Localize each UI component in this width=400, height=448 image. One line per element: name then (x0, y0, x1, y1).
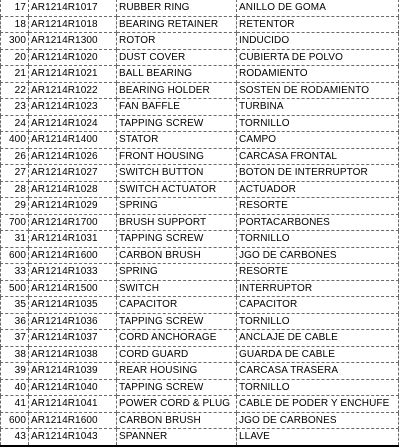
part-number-cell: AR1214R1020 (29, 49, 117, 66)
description-spanish-cell: CABLE DE PODER Y ENCHUFE (237, 396, 399, 413)
description-english-cell: SPRING (117, 198, 237, 215)
description-spanish-cell: CUBIERTA DE POLVO (237, 49, 399, 66)
description-spanish-cell: INTERRUPTOR (237, 280, 399, 297)
part-number-cell: AR1214R1024 (29, 115, 117, 132)
item-number-cell: 600 (1, 247, 29, 264)
item-number-cell: 38 (1, 346, 29, 363)
part-number-cell: AR1214R1040 (29, 379, 117, 396)
item-number-cell: 26 (1, 148, 29, 165)
table-row (1, 148, 399, 165)
item-number-cell: 29 (1, 198, 29, 215)
item-number-cell: 20 (1, 49, 29, 66)
table-row (1, 264, 399, 281)
part-number-cell: AR1214R1033 (29, 264, 117, 281)
part-number-cell: AR1214R1018 (29, 16, 117, 33)
description-english-cell: REAR HOUSING (117, 363, 237, 380)
description-spanish-cell: SOSTEN DE RODAMIENTO (237, 82, 399, 99)
description-english-cell: SWITCH ACTUATOR (117, 181, 237, 198)
description-spanish-cell: JGO DE CARBONES (237, 247, 399, 264)
description-spanish-cell: RESORTE (237, 264, 399, 281)
description-english-cell: STATOR (117, 132, 237, 149)
description-english-cell: BEARING HOLDER (117, 82, 237, 99)
part-number-cell: AR1214R1031 (29, 231, 117, 248)
part-number-cell: AR1214R1300 (29, 33, 117, 50)
item-number-cell: 24 (1, 115, 29, 132)
table-row (1, 330, 399, 347)
item-number-cell: 28 (1, 181, 29, 198)
item-number-cell: 500 (1, 280, 29, 297)
description-spanish-cell: CAPACITOR (237, 297, 399, 314)
table-row (1, 412, 399, 429)
part-number-cell: AR1214R1027 (29, 165, 117, 182)
table-row (1, 132, 399, 149)
table-row (1, 198, 399, 215)
part-number-cell: AR1214R1021 (29, 66, 117, 83)
part-number-cell: AR1214R1035 (29, 297, 117, 314)
item-number-cell: 21 (1, 66, 29, 83)
item-number-cell: 37 (1, 330, 29, 347)
description-english-cell: BALL BEARING (117, 66, 237, 83)
description-english-cell: SWITCH BUTTON (117, 165, 237, 182)
item-number-cell: 300 (1, 33, 29, 50)
table-row (1, 231, 399, 248)
description-spanish-cell: ANCLAJE DE CABLE (237, 330, 399, 347)
table-row (1, 396, 399, 413)
part-number-cell: AR1214R1600 (29, 247, 117, 264)
table-row (1, 0, 399, 16)
description-english-cell: TAPPING SCREW (117, 115, 237, 132)
description-spanish-cell: TURBINA (237, 99, 399, 116)
table-row (1, 82, 399, 99)
item-number-cell: 39 (1, 363, 29, 380)
part-number-cell: AR1214R1023 (29, 99, 117, 116)
part-number-cell: AR1214R1500 (29, 280, 117, 297)
item-number-cell: 17 (1, 0, 29, 16)
part-number-cell: AR1214R1028 (29, 181, 117, 198)
description-spanish-cell: ANILLO DE GOMA (237, 0, 399, 16)
part-number-cell: AR1214R1038 (29, 346, 117, 363)
description-spanish-cell: RESORTE (237, 198, 399, 215)
part-number-cell: AR1214R1037 (29, 330, 117, 347)
table-row (1, 181, 399, 198)
table-row (1, 247, 399, 264)
part-number-cell: AR1214R1039 (29, 363, 117, 380)
item-number-cell: 700 (1, 214, 29, 231)
description-spanish-cell: BOTON DE INTERRUPTOR (237, 165, 399, 182)
table-row (1, 379, 399, 396)
description-english-cell: SWITCH (117, 280, 237, 297)
table-row (1, 346, 399, 363)
description-english-cell: FAN BAFFLE (117, 99, 237, 116)
table-row (1, 297, 399, 314)
description-spanish-cell: CARCASA FRONTAL (237, 148, 399, 165)
description-english-cell: TAPPING SCREW (117, 313, 237, 330)
description-spanish-cell: PORTACARBONES (237, 214, 399, 231)
description-english-cell: RUBBER RING (117, 0, 237, 16)
parts-table-body (1, 0, 399, 446)
item-number-cell: 27 (1, 165, 29, 182)
description-english-cell: DUST COVER (117, 49, 237, 66)
part-number-cell: AR1214R1036 (29, 313, 117, 330)
description-spanish-cell: TORNILLO (237, 313, 399, 330)
description-spanish-cell: CAMPO (237, 132, 399, 149)
description-english-cell: CARBON BRUSH (117, 247, 237, 264)
description-english-cell: TAPPING SCREW (117, 231, 237, 248)
part-number-cell: AR1214R1029 (29, 198, 117, 215)
item-number-cell: 40 (1, 379, 29, 396)
table-row (1, 363, 399, 380)
description-spanish-cell: GUARDA DE CABLE (237, 346, 399, 363)
part-number-cell: AR1214R1400 (29, 132, 117, 149)
part-number-cell: AR1214R1022 (29, 82, 117, 99)
description-spanish-cell: TORNILLO (237, 115, 399, 132)
item-number-cell: 23 (1, 99, 29, 116)
description-english-cell: POWER CORD & PLUG (117, 396, 237, 413)
description-english-cell: SPRING (117, 264, 237, 281)
table-row (1, 214, 399, 231)
description-spanish-cell: TORNILLO (237, 379, 399, 396)
description-english-cell: SPANNER (117, 429, 237, 446)
description-spanish-cell: LLAVE (237, 429, 399, 446)
description-english-cell: FRONT HOUSING (117, 148, 237, 165)
table-row (1, 33, 399, 50)
description-english-cell: ROTOR (117, 33, 237, 50)
table-row (1, 313, 399, 330)
item-number-cell: 18 (1, 16, 29, 33)
description-spanish-cell: INDUCIDO (237, 33, 399, 50)
item-number-cell: 600 (1, 412, 29, 429)
item-number-cell: 22 (1, 82, 29, 99)
table-row (1, 99, 399, 116)
table-row (1, 115, 399, 132)
part-number-cell: AR1214R1026 (29, 148, 117, 165)
description-spanish-cell: CARCASA TRASERA (237, 363, 399, 380)
part-number-cell: AR1214R1700 (29, 214, 117, 231)
part-number-cell: AR1214R1600 (29, 412, 117, 429)
description-spanish-cell: ACTUADOR (237, 181, 399, 198)
item-number-cell: 43 (1, 429, 29, 446)
description-english-cell: TAPPING SCREW (117, 379, 237, 396)
description-spanish-cell: JGO DE CARBONES (237, 412, 399, 429)
table-row (1, 165, 399, 182)
description-spanish-cell: RETENTOR (237, 16, 399, 33)
description-english-cell: CARBON BRUSH (117, 412, 237, 429)
description-english-cell: CORD ANCHORAGE (117, 330, 237, 347)
table-row (1, 280, 399, 297)
item-number-cell: 41 (1, 396, 29, 413)
part-number-cell: AR1214R1043 (29, 429, 117, 446)
description-english-cell: BEARING RETAINER (117, 16, 237, 33)
description-spanish-cell: RODAMIENTO (237, 66, 399, 83)
item-number-cell: 35 (1, 297, 29, 314)
table-row (1, 66, 399, 83)
item-number-cell: 400 (1, 132, 29, 149)
part-number-cell: AR1214R1017 (29, 0, 117, 16)
description-english-cell: BRUSH SUPPORT (117, 214, 237, 231)
item-number-cell: 36 (1, 313, 29, 330)
description-english-cell: CORD GUARD (117, 346, 237, 363)
item-number-cell: 31 (1, 231, 29, 248)
table-row (1, 429, 399, 446)
part-number-cell: AR1214R1041 (29, 396, 117, 413)
item-number-cell: 33 (1, 264, 29, 281)
description-english-cell: CAPACITOR (117, 297, 237, 314)
description-spanish-cell: TORNILLO (237, 231, 399, 248)
table-row (1, 16, 399, 33)
table-row (1, 49, 399, 66)
